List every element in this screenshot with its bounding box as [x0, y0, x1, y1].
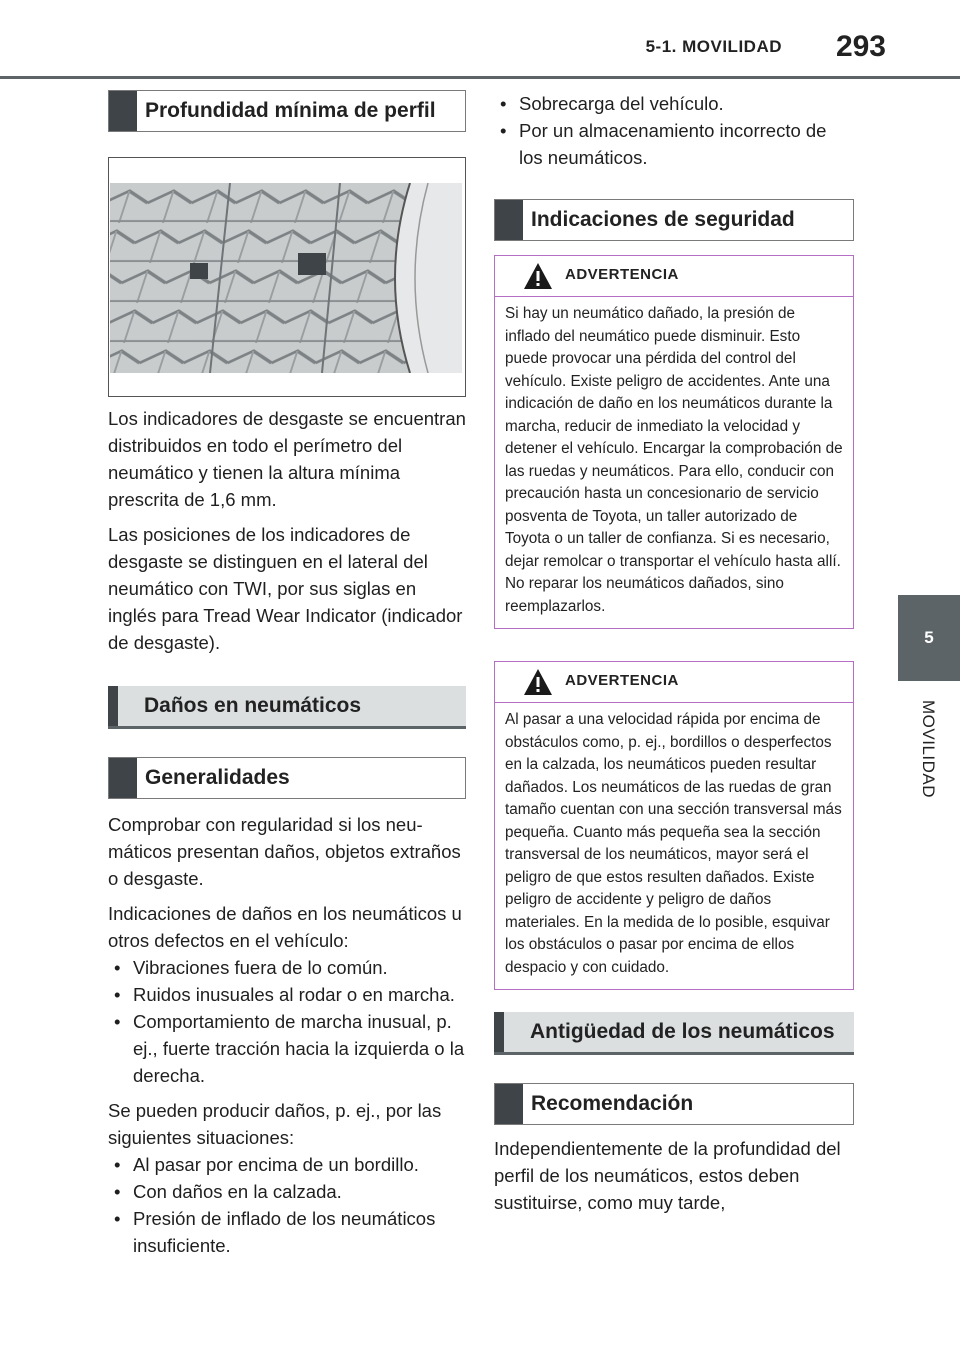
warning-header [495, 662, 853, 703]
list-item: • Al pasar por encima de un bordillo. [108, 1151, 466, 1178]
paragraph-damage-situations: Se pueden producir daños, p. ej., por las siguientes situaciones: [108, 1100, 442, 1148]
list-item: • Presión de inflado de los neumáticos insuficiente. [108, 1205, 466, 1259]
heading-safety-notes: Indicaciones de seguridad [494, 199, 854, 241]
heading-general: Generalidades [108, 757, 466, 799]
left-column [108, 90, 466, 1259]
right-column [494, 90, 854, 1216]
heading-tire-damage: Daños en neumáticos [108, 686, 466, 729]
list-damage-situations [108, 1151, 466, 1259]
list-item: • Comportamiento de marcha inusual, p. ej., fuerte tracción hacia la izquierda o la derecha. [108, 1008, 466, 1089]
heading-min-tread-depth: Profundidad mínima de perfil [108, 90, 466, 132]
list-item: • Sobrecarga del vehículo. [494, 90, 854, 117]
running-header-section: 5-1. MOVILIDAD [645, 37, 782, 56]
list-more-situations [494, 90, 854, 171]
warning-title: ADVERTENCIA [565, 266, 679, 283]
tread-wear-figure [108, 157, 466, 397]
heading-recommendation: Recomendación [494, 1083, 854, 1125]
paragraph-damage-indications: Indicaciones de daños en los neumáticos u otros defectos en el vehículo: [108, 903, 462, 951]
warning-triangle-icon [523, 667, 553, 697]
list-item: • Con daños en la calzada. [108, 1178, 466, 1205]
warning-text: Si hay un neumático dañado, la presión de inflado del neumático puede disminuir. Esto puede provocar una pérdida del control del vehículo. Existe peligro de accidentes. Ante una indicación de daño en los neumáticos durante la marcha, reducir de inmediato la velocidad y detener el vehículo. Encargar la comprobación de las ruedas y neumáticos. Para ello, conducir con precaución hasta un concesionario de servicio posventa de Toyota, un taller autorizado de Toyota o un taller de confianza. Si es necesario, dejar remolcar o transportar el vehículo hasta allí. No reparar los neumáticos dañados, sino reemplazarlos. [505, 305, 843, 615]
header-rule [0, 76, 960, 79]
warning-box-2 [494, 661, 854, 990]
warning-title: ADVERTENCIA [565, 672, 679, 689]
tire-tread-illustration [110, 183, 462, 373]
list-damage-indications [108, 954, 466, 1089]
heading-tire-age: Antigüedad de los neumáticos [494, 1012, 854, 1055]
paragraph-twi: Las posiciones de los indicadores de desgaste se distinguen en el lateral del neumático con TWI, por sus siglas en inglés para Tread Wear Indicator (indicador de desgaste). [108, 524, 463, 653]
list-item: • Ruidos inusuales al rodar o en marcha. [108, 981, 466, 1008]
chapter-tab-number: 5 [898, 595, 960, 681]
paragraph-replacement: Independientemente de la profundidad del perfil de los neumáticos, estos deben sustituirse, como muy tarde, [494, 1138, 841, 1213]
page-number: 293 [835, 30, 886, 63]
list-item: • Por un almacenamiento incorrecto de los neumáticos. [494, 117, 854, 171]
warning-triangle-icon [523, 261, 553, 291]
paragraph-check-regularly: Comprobar con regularidad si los neumáticos presentan daños, objetos extraños o desgaste. [108, 814, 461, 889]
list-item: • Vibraciones fuera de lo común. [108, 954, 466, 981]
warning-text: Al pasar a una velocidad rápida por encima de obstáculos como, p. ej., bordillos o desperfectos en la calzada, los neumáticos pueden resultar dañados. Los neumáticos de las ruedas de gran tamaño cuentan con una sección transversal más pequeña. Cuanto más pequeña sea la sección transversal de los neumáticos, mayor será el peligro de que estos resulten dañados. Existe peligro de accidente y peligro de daños materiales. En la medida de lo posible, esquivar los obstáculos o pasar por encima de ellos despacio y con cuidado. [505, 711, 842, 976]
chapter-tab-label: MOVILIDAD [919, 700, 938, 799]
paragraph-wear-indicators: Los indicadores de desgaste se encuentran distribuidos en todo el perímetro del neumático y tienen la altura mínima prescrita de 1,6 mm. [108, 408, 466, 510]
warning-box-1 [494, 255, 854, 629]
warning-header [495, 256, 853, 297]
